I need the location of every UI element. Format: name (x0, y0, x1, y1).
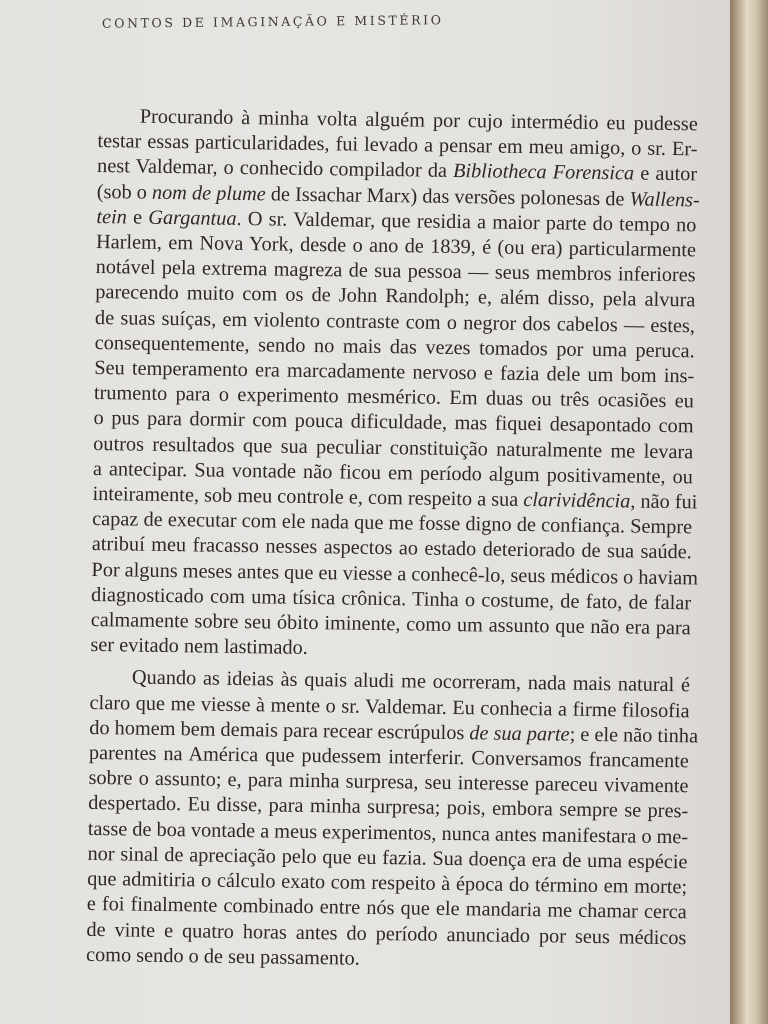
italic-text: Wallens- (629, 188, 700, 212)
italic-text: clarividência (523, 489, 631, 513)
text-segment: outros resultados que sua peculiar constituição naturalmente me levara (93, 432, 694, 463)
paragraph (90, 104, 698, 667)
text-segment: capaz de executar com ele nada que me fosse digno de confiança. Sempre (92, 508, 693, 539)
italic-text: tein (96, 205, 127, 229)
text-segment: e autor (634, 162, 698, 186)
text-segment: que admitiria o cálculo exato com respeito à época do término em morte; (87, 868, 688, 899)
italic-text: Gargantua (148, 206, 237, 230)
text-segment: tasse de boa vontade a meus experimentos, nunca antes manifestara o me- (87, 817, 689, 848)
page-edge-stack (730, 0, 768, 1024)
text-segment: sobre o assunto; e, para minha surpresa, seu interesse pareceu vivamente (88, 767, 689, 798)
text-segment: despertado. Eu disse, para minha surpresa; pois, embora sempre se pres- (88, 792, 689, 823)
text-segment: a antecipar. Sua vontade não ficou em período algum positivamente, ou (92, 457, 694, 489)
text-segment: diagnosticado com uma tísica crônica. Tinha o costume, de fato, de falar (90, 583, 692, 615)
text-segment: nor sinal de apreciação pelo que eu fazia. Sua doença era de uma espécie (87, 842, 688, 874)
text-segment: como sendo o de seu passamento. (85, 943, 360, 970)
italic-text: nom de plume (151, 181, 266, 205)
text-segment: de vinte e quatro horas antes do período anunciado por seus médicos (86, 918, 687, 949)
text-segment: testar essas particularidades, fui levado a pensar em meu amigo, o sr. Er- (97, 130, 698, 161)
body-text (86, 104, 698, 976)
text-segment: Seu temperamento era marcadamente nervoso e fazia dele um bom ins- (94, 357, 695, 388)
text-segment: , não fui (630, 490, 698, 514)
text-segment: calmamente sobre seu óbito iminente, como um assunto que não era para (90, 609, 691, 640)
text-segment: nest Valdemar, o conhecido compilador da (96, 155, 454, 183)
text-segment: Por alguns meses antes que eu viesse a conhecê-lo, seus médicos o haviam (91, 558, 699, 590)
text-segment: Quando as ideias às quais aludi me ocorreram, nada mais natural é (131, 667, 691, 697)
text-segment: claro que me viesse à mente o sr. Valdemar. Eu conhecia a firme filosofia (89, 691, 690, 722)
text-segment: Procurando à minha volta alguém por cujo intermédio eu pudesse (139, 105, 698, 136)
text-segment: consequentemente, sendo no mais das vezes tomados por uma peruca. (94, 331, 695, 363)
running-head: CONTOS DE IMAGINAÇÃO E MISTÉRIO (101, 12, 444, 31)
text-segment: do homem bem demais para recear escrúpulos (89, 716, 470, 745)
italic-text: de sua parte (469, 722, 570, 746)
paragraph (85, 665, 699, 976)
italic-text: Bibliotheca Forensica (452, 160, 635, 185)
text-segment: de Issachar Marx) das versões polonesas de (265, 182, 630, 211)
text-segment: de suas suíças, em violento contraste com o negror dos cabelos — estes, (94, 306, 696, 337)
text-segment: parecendo muito com os de John Randolph; e, além disso, pela alvura (95, 281, 696, 312)
text-segment: inteiramente, sob meu controle e, com respeito a sua (92, 483, 524, 512)
text-segment: e foi finalmente combinado entre nós que ele mandaria me chamar cerca (86, 893, 687, 924)
text-segment: e (126, 206, 149, 229)
text-segment: ser evitado nem lastimado. (90, 634, 308, 660)
text-segment: trumento para o experimento mesmérico. Em duas ou três ocasiões eu (93, 382, 695, 413)
text-segment: parentes na América que pudessem interferir. Conversamos francamente (88, 742, 690, 773)
text-segment: . O sr. Valdemar, que residia a maior parte do tempo no (236, 207, 697, 237)
text-segment: notável pela extrema magreza de sua pessoa — seus membros inferiores (95, 256, 696, 287)
text-segment: (sob o (96, 180, 153, 204)
text-segment: atribuí meu fracasso nesses aspectos ao estado deteriorado de sua saúde. (91, 533, 692, 564)
text-segment: Harlem, em Nova York, desde o ano de 1839, é (ou era) particularmente (95, 231, 697, 262)
text-segment: o pus para dormir com pouca dificuldade, mas fiquei desapontado com (93, 407, 694, 438)
text-segment: ; e ele não tinha (569, 723, 699, 748)
